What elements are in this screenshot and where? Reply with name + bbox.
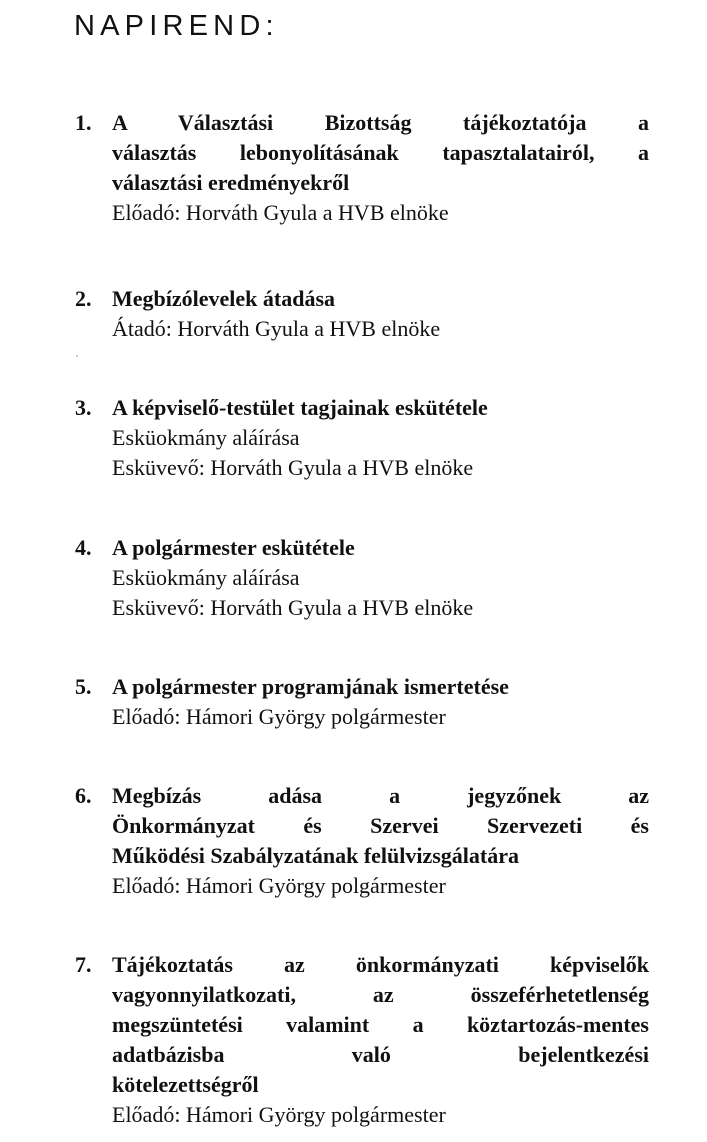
- title-line: kötelezettségről: [112, 1072, 259, 1097]
- agenda-item-presenter: Előadó: Hámori György polgármester: [112, 704, 446, 729]
- agenda-item-number: 5.: [75, 674, 92, 699]
- title-line: A polgármester programjának ismertetése: [112, 674, 509, 699]
- agenda-item-title: [112, 393, 649, 423]
- agenda-item-title: [112, 284, 649, 314]
- agenda-item-presenter: Esküvevő: Horváth Gyula a HVB elnöke: [112, 595, 474, 620]
- agenda-item-title: [112, 533, 649, 563]
- agenda-item-title: [112, 781, 649, 871]
- agenda-item-title: [112, 672, 649, 702]
- agenda-heading: NAPIREND:: [74, 10, 279, 42]
- title-line: adatbázisba való bejelentkezési: [112, 1042, 649, 1067]
- agenda-item-number: 2.: [75, 286, 92, 311]
- agenda-item-title: [112, 108, 649, 198]
- agenda-item-number: 6.: [75, 783, 92, 808]
- agenda-item-presenter: Átadó: Horváth Gyula a HVB elnöke: [112, 316, 441, 341]
- agenda-item-signing: Esküokmány aláírása: [112, 425, 300, 450]
- title-line: megszüntetési valamint a köztartozás-mentes: [112, 1012, 649, 1037]
- title-line: választás lebonyolításának tapasztalatairól, a: [112, 140, 649, 165]
- title-line: A Választási Bizottság tájékoztatója a: [112, 110, 649, 135]
- title-line: A polgármester eskütétele: [112, 535, 355, 560]
- agenda-item-number: 3.: [75, 395, 92, 420]
- agenda-item-number: 1.: [75, 110, 92, 135]
- agenda-item-number: 7.: [75, 952, 92, 977]
- scan-speck: [76, 355, 78, 357]
- agenda-item-presenter: Előadó: Hámori György polgármester: [112, 873, 446, 898]
- agenda-item-presenter: Előadó: Horváth Gyula a HVB elnöke: [112, 200, 449, 225]
- agenda-item-presenter: Előadó: Hámori György polgármester: [112, 1102, 446, 1127]
- title-line: választási eredményekről: [112, 170, 350, 195]
- title-line: Megbízás adása a jegyzőnek az: [112, 783, 649, 808]
- title-line: Működési Szabályzatának felülvizsgálatára: [112, 843, 520, 868]
- title-line: Önkormányzat és Szervei Szervezeti és: [112, 813, 649, 838]
- title-line: A képviselő-testület tagjainak eskütétele: [112, 395, 488, 420]
- agenda-item-signing: Esküokmány aláírása: [112, 565, 300, 590]
- title-line: Megbízólevelek átadása: [112, 286, 336, 311]
- title-line: vagyonnyilatkozati, az összeférhetetlenség: [112, 982, 649, 1007]
- agenda-item-number: 4.: [75, 535, 92, 560]
- agenda-item-presenter: Esküvevő: Horváth Gyula a HVB elnöke: [112, 455, 474, 480]
- title-line: Tájékoztatás az önkormányzati képviselők: [112, 952, 649, 977]
- agenda-item-title: [112, 950, 649, 1100]
